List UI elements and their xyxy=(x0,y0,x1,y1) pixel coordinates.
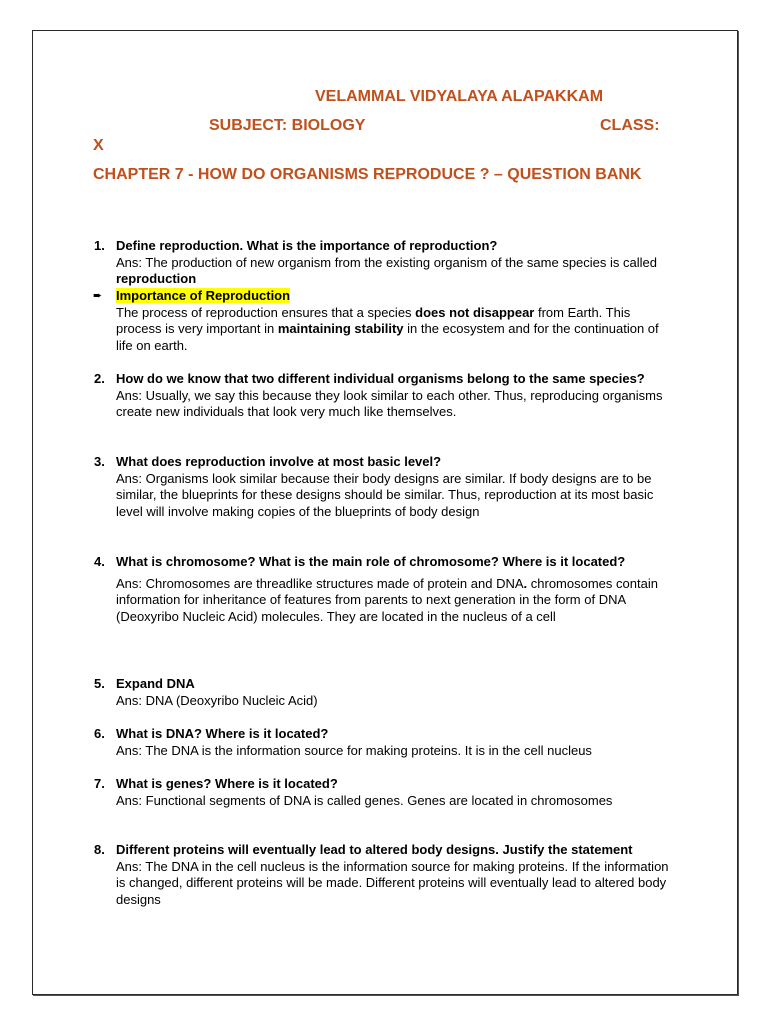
question-title: Expand DNA xyxy=(116,676,195,691)
question-item xyxy=(94,726,676,759)
answer-text: Ans: The DNA in the cell nucleus is the information source for making proteins. If the information is changed, different proteins will be made. Different proteins will eventually lead to altered body designs xyxy=(116,858,669,907)
question-title: Different proteins will eventually lead to altered body designs. Justify the statement xyxy=(116,842,633,857)
question-title: What does reproduction involve at most basic level? xyxy=(116,454,442,469)
question-title: What is DNA? Where is it located? xyxy=(116,726,329,741)
importance-block xyxy=(93,288,676,354)
document-page xyxy=(32,30,738,995)
arrow-bullet-icon: ➨ xyxy=(93,290,103,302)
answer-text: Ans: Functional segments of DNA is called genes. Genes are located in chromosomes xyxy=(116,792,613,808)
question-number: 6. xyxy=(94,726,105,741)
question-number: 5. xyxy=(94,676,105,691)
question-item xyxy=(94,554,676,625)
question-number: 8. xyxy=(94,842,105,857)
question-title: Define reproduction. What is the importance of reproduction? xyxy=(116,238,498,253)
class-label: CLASS: xyxy=(600,117,660,134)
question-list xyxy=(33,31,737,994)
question-item xyxy=(94,454,676,520)
question-number: 1. xyxy=(94,238,105,253)
question-item xyxy=(94,371,676,421)
answer-text: Ans: The production of new organism from the existing organism of the same species is called reproduction xyxy=(116,254,657,287)
question-item xyxy=(94,238,676,288)
question-item xyxy=(94,676,676,709)
question-title: What is chromosome? What is the main role of chromosome? Where is it located? xyxy=(116,554,626,569)
school-name: VELAMMAL VIDYALAYA ALAPAKKAM xyxy=(315,88,604,105)
answer-text: Ans: DNA (Deoxyribo Nucleic Acid) xyxy=(116,692,318,708)
question-number: 4. xyxy=(94,554,105,569)
importance-text: The process of reproduction ensures that a species does not disappear from Earth. This process is very important in maintaining stability in the ecosystem and for the continuation of life on earth. xyxy=(116,304,659,353)
question-number: 7. xyxy=(94,776,105,791)
question-title: What is genes? Where is it located? xyxy=(116,776,338,791)
chapter-title: CHAPTER 7 - HOW DO ORGANISMS REPRODUCE ? – QUESTION BANK xyxy=(93,166,642,183)
question-item xyxy=(94,842,676,908)
answer-text: Ans: The DNA is the information source for making proteins. It is in the cell nucleus xyxy=(116,742,592,758)
answer-text: Ans: Chromosomes are threadlike structures made of protein and DNA. chromosomes contain information for inheritance of features from parents to next generation in the form of DNA (Deoxyribo Nucleic Acid) molecules. They are located in the nucleus of a cell xyxy=(116,575,658,624)
question-title: How do we know that two different individual organisms belong to the same species? xyxy=(116,371,645,386)
answer-text: Ans: Usually, we say this because they look similar to each other. Thus, reproducing organisms create new individuals that look very much like themselves. xyxy=(116,387,663,420)
subject-label: SUBJECT: BIOLOGY xyxy=(209,117,366,134)
class-value: X xyxy=(93,137,104,154)
importance-heading: Importance of Reproduction xyxy=(116,288,291,303)
question-number: 3. xyxy=(94,454,105,469)
question-item xyxy=(94,776,676,809)
answer-text: Ans: Organisms look similar because their body designs are similar. If body designs are to be similar, the blueprints for these designs should be similar. Thus, reproduction at its most basic level will involve making copies of the blueprints of body design xyxy=(116,470,654,519)
question-number: 2. xyxy=(94,371,105,386)
